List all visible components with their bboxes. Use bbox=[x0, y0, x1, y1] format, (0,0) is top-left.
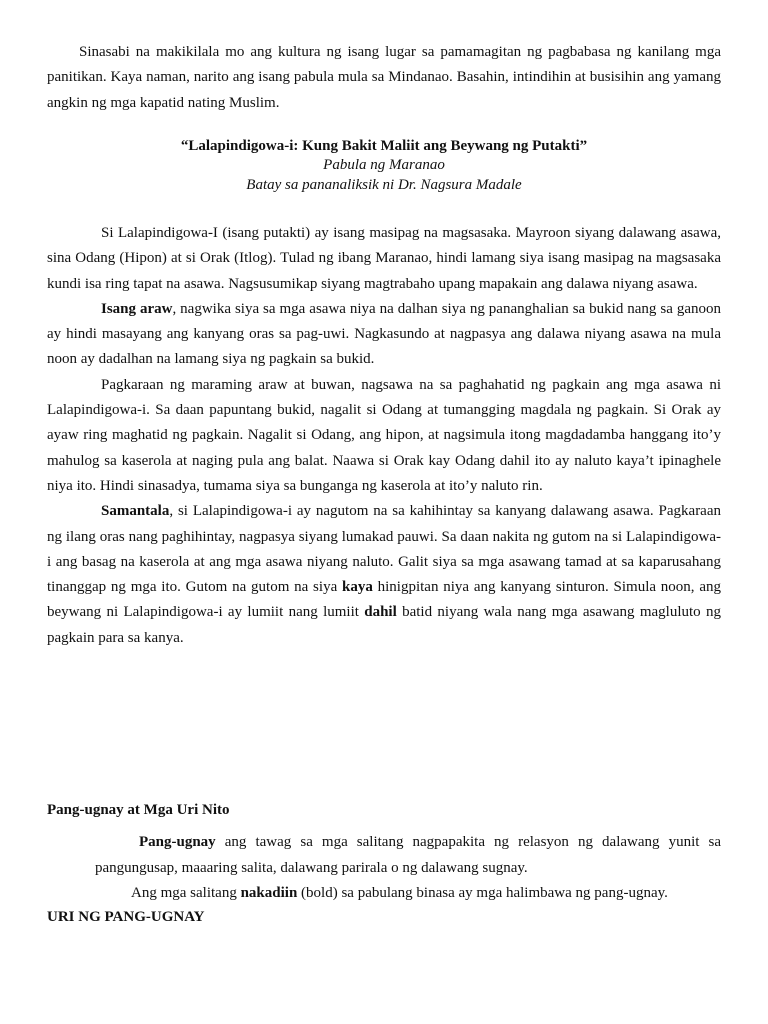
example-note bbox=[47, 881, 721, 906]
example-text-2: (bold) sa pabulang binasa ay mga halimbawa ng pang-ugnay. bbox=[297, 884, 668, 901]
intro-paragraph-block bbox=[47, 40, 721, 116]
definition-paragraph bbox=[47, 830, 721, 881]
story-source: Batay sa pananaliksik ni Dr. Nagsura Madale bbox=[246, 176, 522, 193]
story-p4-text-2: hinigpitan niya ang kanyang sinturon. Simula noon, ang beywang ni Lalapindigowa-i ay lumiit nang lumiit bbox=[47, 579, 721, 621]
definition-text: ang tawag sa mga salitang nagpapakita ng relasyon ng dalawang yunit sa pangungusap, maaaring salita, dalawang parirala o ng dalawang sugnay. bbox=[95, 834, 721, 876]
example-text-1: Ang mga salitang bbox=[131, 884, 241, 901]
story-p4-text-1: , si Lalapindigowa-i ay nagutom na sa kahihintay sa kanyang dalawang asawa. Pagkaraan ng ilang oras nang paghihintay, nagpasya siyang lumakad pauwi. Sa daan nakita ng gutom na si Lalapindigowa-i ang basag na kaserola at ang mga asawa niyang naluto. Galit siya sa mga asawang tamad at sa kaparusahang tinanggap ng mga ito. Gutom na gutom na siya bbox=[47, 503, 721, 596]
story-paragraph-1: Si Lalapindigowa-I (isang putakti) ay isang masipag na magsasaka. Mayroon siyang dalawang asawa, sina Odang (Hipon) at si Orak (Itlog). Tulad ng ibang Maranao, hindi lamang siya isang masipag na magsasaka kundi isa ring tapat na asawa. Nagsusumikap siyang magtrabaho upang mapakain ang dalawa niyang asawa. bbox=[47, 225, 721, 292]
story-p4-text-3: batid niyang wala nang mga asawang magluluto ng pagkain para sa kanya. bbox=[47, 604, 721, 646]
story-title: “Lalapindigowa-i: Kung Bakit Maliit ang Beywang ng Putakti” bbox=[180, 138, 588, 154]
story-p2-bold: Isang araw bbox=[101, 300, 173, 317]
intro-paragraph: Sinasabi na makikilala mo ang kultura ng isang lugar sa pamamagitan ng pagbabasa ng kanilang mga panitikan. Kaya naman, narito ang isang pabula mula sa Mindanao. Basahin, intindihin at busisihin ang yamang angkin ng mga kapatid nating Muslim. bbox=[47, 44, 721, 111]
section-heading: Pang-ugnay at Mga Uri Nito bbox=[47, 802, 230, 818]
story-p4-bold-1: Samantala bbox=[101, 503, 170, 520]
definition-term: Pang-ugnay bbox=[139, 834, 216, 851]
story-header bbox=[47, 134, 721, 198]
story-p4-bold-3: dahil bbox=[364, 604, 397, 621]
pang-ugnay-section bbox=[47, 798, 721, 930]
story-p2-text: , nagwika siya sa mga asawa niya na dalhan siya ng pananghalian sa bukid nang sa ganoon ay hindi masayang ang kanyang oras sa pag-uwi. Nagkasundo at nagpasya ang dalawa niyang asawa na mula noon ay dadalhan na lamang siya ng pagkain sa bukid. bbox=[47, 300, 721, 368]
story-subtitle: Pabula ng Maranao bbox=[323, 157, 445, 174]
example-bold: nakadiin bbox=[240, 884, 298, 901]
story-paragraph-2 bbox=[47, 297, 721, 373]
types-heading: URI NG PANG-UGNAY bbox=[47, 909, 205, 926]
story-p4-bold-2: kaya bbox=[342, 579, 373, 596]
story-paragraph-4 bbox=[47, 499, 721, 651]
story-body bbox=[47, 221, 721, 651]
story-paragraph-3: Pagkaraan ng maraming araw at buwan, nagsawa na sa paghahatid ng pagkain ang mga asawa ni Lalapindigowa-i. Sa daan papuntang bukid, nagalit si Odang at tumangging magdala ng pagkain. Si Orak ay ayaw ring maghatid ng pagkain. Nagalit si Odang, ang hipon, at nagsimula itong magdadamba hanggang ito’y mahulog sa kaserola at naging pula ang balat. Naawa si Orak kay Odang dahil ito ay naluto kaya’t ipinaghele niya ito. Hindi sinasadya, tumama siya sa bunganga ng kaserola at ito’y naluto rin. bbox=[47, 376, 721, 494]
